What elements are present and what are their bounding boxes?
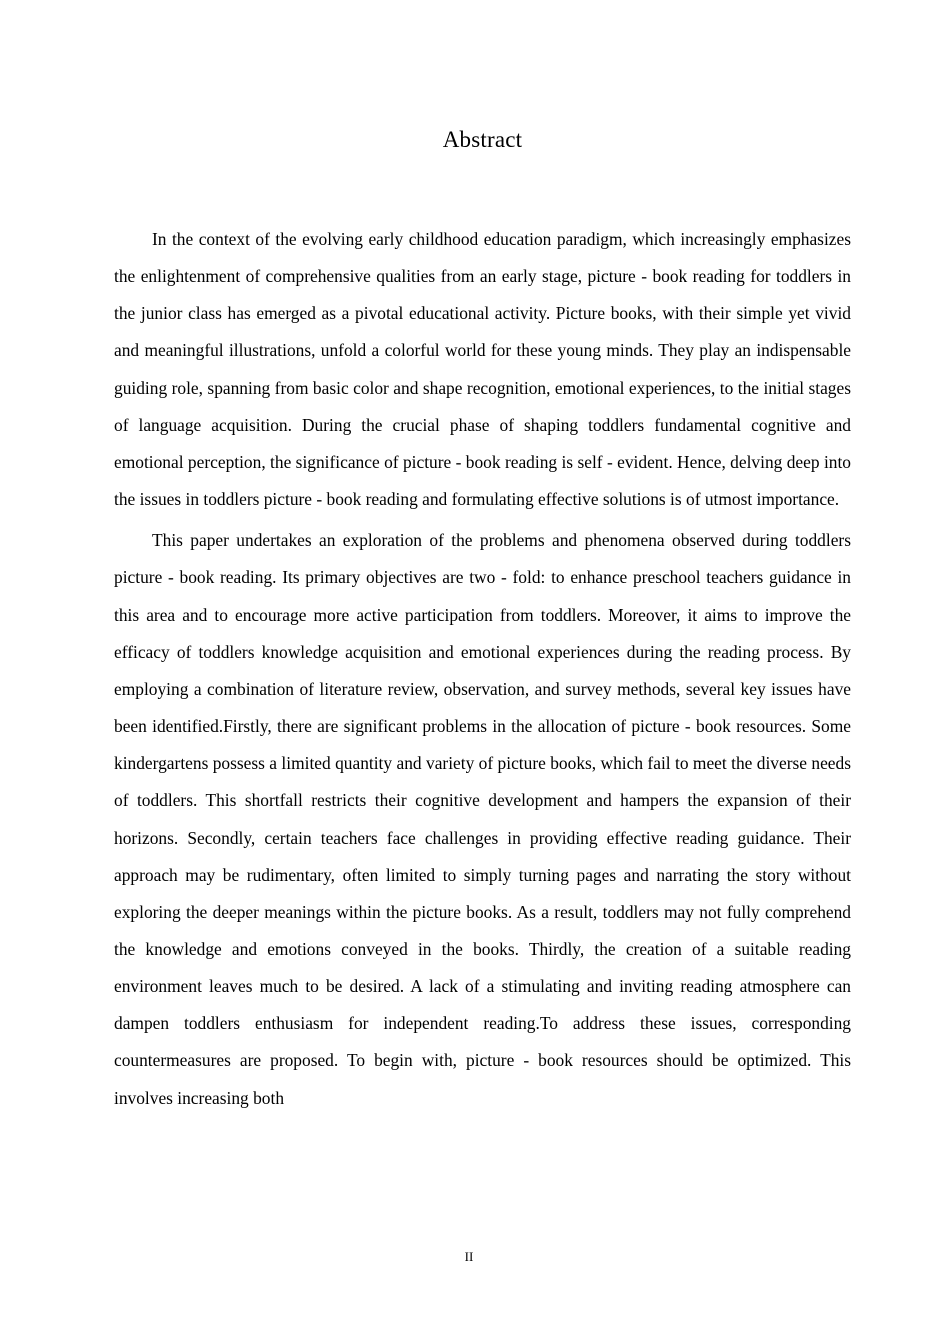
abstract-body bbox=[114, 221, 851, 1117]
abstract-title: Abstract bbox=[442, 127, 523, 152]
abstract-paragraph-2: This paper undertakes an exploration of the problems and phenomena observed during toddlers picture - book reading. Its primary objectives are two - fold: to enhance preschool teachers guidance in this area and to encourage more active participation from toddlers. Moreover, it aims to improve the efficacy of toddlers knowledge acquisition and emotional experiences during the reading process. By employing a combination of literature review, observation, and survey methods, several key issues have been identified.Firstly, there are significant problems in the allocation of picture - book resources. Some kindergartens possess a limited quantity and variety of picture books, which fail to meet the diverse needs of toddlers. This shortfall restricts their cognitive development and hampers the expansion of their horizons. Secondly, certain teachers face challenges in providing effective reading guidance. Their approach may be rudimentary, often limited to simply turning pages and narrating the story without exploring the deeper meanings within the picture books. As a result, toddlers may not fully comprehend the knowledge and emotions conveyed in the books. Thirdly, the creation of a suitable reading environment leaves much to be desired. A lack of a stimulating and inviting reading atmosphere can dampen toddlers enthusiasm for independent reading.To address these issues, corresponding countermeasures are proposed. To begin with, picture - book resources should be optimized. This involves increasing both bbox=[114, 530, 851, 1108]
page-number: II bbox=[464, 1249, 474, 1264]
abstract-paragraph-1: In the context of the evolving early childhood education paradigm, which increasingly emphasizes the enlightenment of comprehensive qualities from an early stage, picture - book reading for toddlers in the junior class has emerged as a pivotal educational activity. Picture books, with their simple yet vivid and meaningful illustrations, unfold a colorful world for these young minds. They play an indispensable guiding role, spanning from basic color and shape recognition, emotional experiences, to the initial stages of language acquisition. During the crucial phase of shaping toddlers fundamental cognitive and emotional perception, the significance of picture - book reading is self - evident. Hence, delving deep into the issues in toddlers picture - book reading and formulating effective solutions is of utmost importance. bbox=[114, 229, 851, 510]
